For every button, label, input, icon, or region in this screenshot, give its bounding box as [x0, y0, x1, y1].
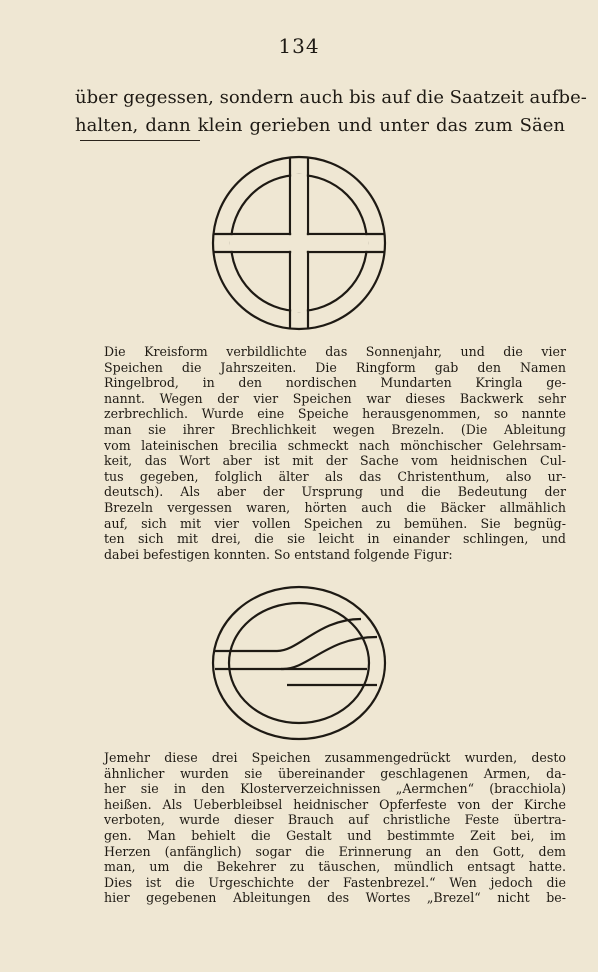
- text-line: man sie ihrer Brechlichkeit wegen Brezeln. (Die Ableitung: [104, 421, 566, 437]
- text-line: tus gegeben, folglich älter als das Christenthum, also ur-: [104, 468, 566, 484]
- text-line: Dies ist die Urgeschichte der Fastenbrezel.“ Wen jedoch die: [104, 874, 566, 890]
- text-line: Jemehr diese drei Speichen zusammengedrückt wurden, desto: [104, 750, 566, 765]
- paragraph-2: [104, 750, 566, 906]
- text-line: nannt. Wegen der vier Speichen war dieses Backwerk sehr: [104, 390, 566, 406]
- figure-pretzel-three-spokes: [0, 584, 598, 744]
- text-line: heißen. Als Ueberbleibsel heidnischer Opferfeste von der Kirche: [104, 796, 566, 812]
- pretzel-three-spokes-illustration: [209, 584, 389, 744]
- wheel-four-spokes-illustration: [209, 150, 389, 336]
- text-line: Die Kreisform verbildlichte das Sonnenjahr, und die vier: [104, 344, 566, 359]
- text-line: gen. Man behielt die Gestalt und bestimmte Zeit bei, im: [104, 827, 566, 843]
- text-line: ten sich mit drei, die sie leicht in einander schlingen, und: [104, 531, 566, 547]
- section-rule: [80, 140, 200, 141]
- text-line: keit, das Wort aber ist mit der Sache vom heidnischen Cul-: [104, 453, 566, 469]
- text-line: vom lateinischen brecilia schmeckt nach mönchischer Gelehrsam-: [104, 437, 566, 453]
- text-line: deutsch). Als aber der Ursprung und die Bedeutung der: [104, 484, 566, 500]
- text-line: her sie in den Klosterverzeichnissen „Aermchen“ (bracchiola): [104, 781, 566, 797]
- text-line: dabei befestigen konnten. So entstand folgende Figur:: [104, 546, 453, 562]
- text-line: hier gegebenen Ableitungen des Wortes „Brezel“ nicht be-: [104, 890, 566, 906]
- text-line: man, um die Bekehrer zu täuschen, mündlich entsagt hatte.: [104, 859, 566, 875]
- text-line: Ringelbrod, in den nordischen Mundarten Kringla ge-: [104, 375, 566, 391]
- text-line: Herzen (anfänglich) sogar die Erinnerung an den Gott, dem: [104, 843, 566, 859]
- text-line: Speichen die Jahrszeiten. Die Ringform gab den Namen: [104, 359, 566, 375]
- text-line: halten, dann klein gerieben und unter das zum Säen: [75, 115, 565, 136]
- page-number: 134: [278, 34, 320, 58]
- paragraph-1: [104, 344, 566, 562]
- body-text-top: [75, 84, 587, 140]
- figure-wheel-four-spokes: [0, 150, 598, 336]
- text-line: auf, sich mit vier vollen Speichen zu bemühen. Sie begnüg-: [104, 515, 566, 531]
- text-line: über gegessen, sondern auch bis auf die Saatzeit aufbe-: [75, 87, 587, 108]
- text-line: ähnlicher wurden sie übereinander geschlagenen Armen, da-: [104, 765, 566, 781]
- text-line: Brezeln vergessen waren, hörten auch die Bäcker allmählich: [104, 499, 566, 515]
- text-line: verboten, wurde dieser Brauch auf christliche Feste übertra-: [104, 812, 566, 828]
- text-line: zerbrechlich. Wurde eine Speiche herausgenommen, so nannte: [104, 406, 566, 422]
